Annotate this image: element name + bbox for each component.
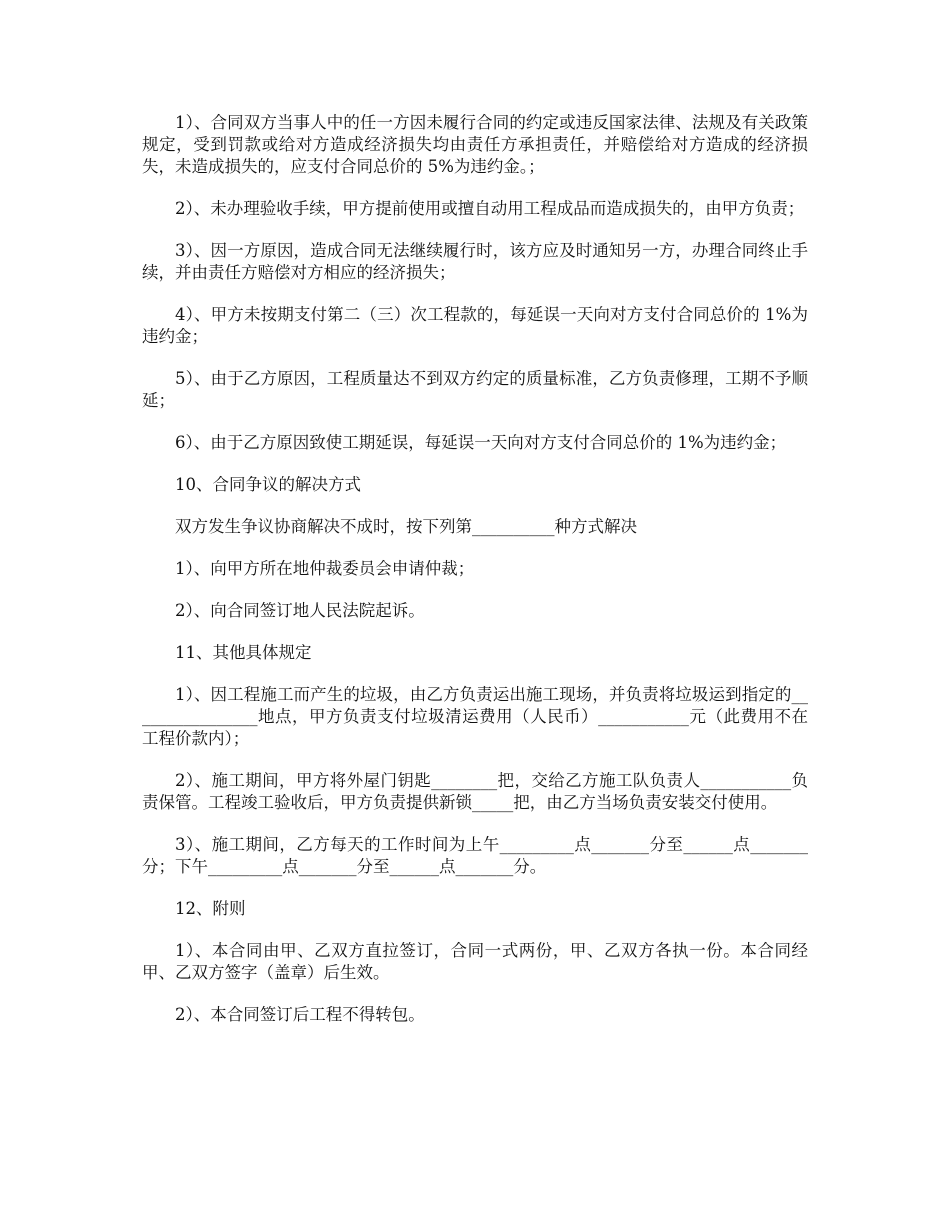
rule-keys: 2）、施工期间，甲方将外屋门钥匙________把，交给乙方施工队负责人___________负责保管。工程竣工验收后，甲方负责提供新锁_____把，由乙方当场负责安装交付使用。	[142, 771, 808, 812]
clause-delay: 6）、由于乙方原因致使工期延误，每延误一天向对方支付合同总价的 1%为违约金；	[175, 433, 787, 452]
appendix-no-subcontract: 2）、本合同签订后工程不得转包。	[175, 1005, 425, 1024]
clause-penalty-general: 1）、合同双方当事人中的任一方因未履行合同的约定或违反国家法律、法规及有关政策规定，受到罚款或给对方造成经济损失均由责任方承担责任，并赔偿给对方造成的经济损失，未造成损失的，应支付合同总价的 5%为违约金。；	[142, 113, 808, 176]
rule-working-hours: 3）、施工期间，乙方每天的工作时间为上午_________点_______分至______点_______分；下午_________点_______分至______点_______分。	[142, 835, 808, 876]
section-heading-appendix: 12、附则	[175, 899, 246, 918]
clause-termination: 3）、因一方原因，造成合同无法继续履行时，该方应及时通知另一方，办理合同终止手续，并由责任方赔偿对方相应的经济损失；	[142, 241, 808, 282]
section-heading-dispute: 10、合同争议的解决方式	[175, 475, 361, 494]
dispute-option-arbitration: 1）、向甲方所在地仲裁委员会申请仲裁；	[175, 559, 475, 578]
clause-late-payment: 4）、甲方未按期支付第二（三）次工程款的，每延误一天向对方支付合同总价的 1%为违约金；	[142, 305, 808, 346]
rule-waste-removal: 1）、因工程施工而产生的垃圾，由乙方负责运出施工现场，并负责将垃圾运到指定的________________地点，甲方负责支付垃圾清运费用（人民币）___________元（此费用不在工程价款内）；	[142, 685, 808, 748]
dispute-option-court: 2）、向合同签订地人民法院起诉。	[175, 601, 425, 620]
clause-unaccepted-use: 2）、未办理验收手续，甲方提前使用或擅自动用工程成品而造成损失的，由甲方负责；	[175, 199, 805, 218]
clause-quality: 5）、由于乙方原因，工程质量达不到双方约定的质量标准，乙方负责修理，工期不予顺延；	[142, 369, 808, 410]
dispute-intro: 双方发生争议协商解决不成时，按下列第__________种方式解决	[175, 517, 637, 536]
document-body	[142, 112, 808, 1046]
section-heading-other-rules: 11、其他具体规定	[175, 643, 312, 662]
appendix-signing: 1）、本合同由甲、乙双方直拉签订，合同一式两份，甲、乙双方各执一份。本合同经甲、乙双方签字（盖章）后生效。	[142, 941, 808, 982]
